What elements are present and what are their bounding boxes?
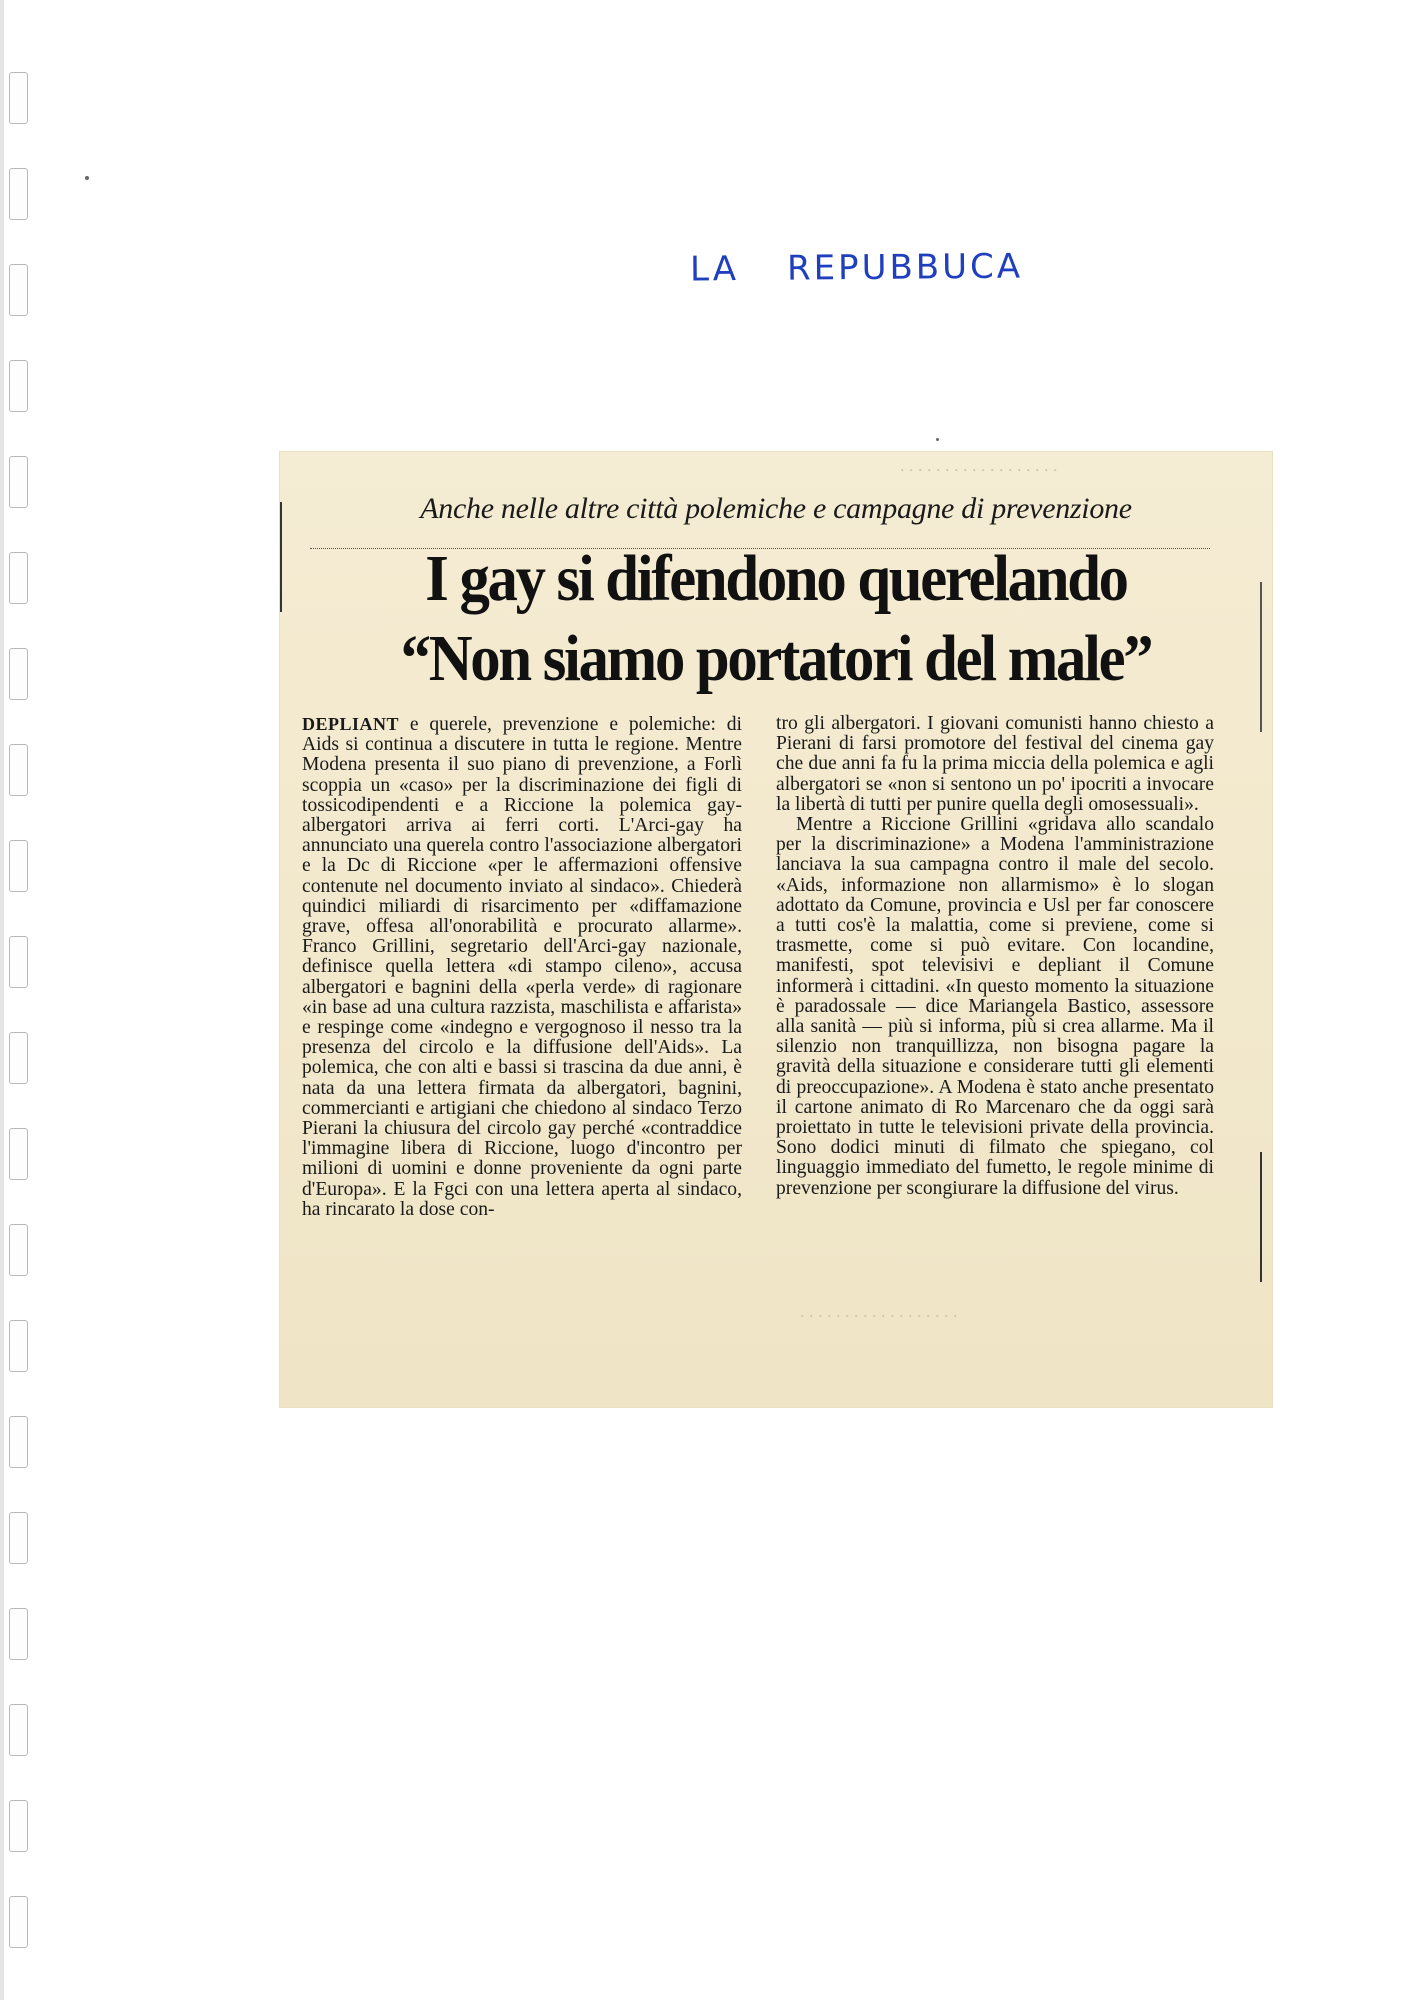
column-rule <box>1260 582 1262 732</box>
binder-hole <box>9 1512 28 1564</box>
lead-word: DEPLIANT <box>302 714 400 734</box>
article-column-left <box>302 714 742 1220</box>
binder-hole <box>9 1704 28 1756</box>
column-rule <box>1260 1152 1262 1282</box>
binder-hole <box>9 552 28 604</box>
binder-hole <box>9 1224 28 1276</box>
binder-hole <box>9 456 28 508</box>
binder-hole <box>9 168 28 220</box>
bleed-through: . . . . . . . . . . . . . . . . . . <box>800 1311 958 1331</box>
article-headline-line1: I gay si difendono querelando <box>425 542 1127 615</box>
binder-hole <box>9 648 28 700</box>
binder-hole <box>9 744 28 796</box>
binder-hole <box>9 840 28 892</box>
article-headline-line2: “Non siamo portatori del male” <box>400 622 1152 695</box>
paper-speck <box>936 438 939 441</box>
binder-hole <box>9 1896 28 1948</box>
paragraph: Mentre a Riccione Grillini «gridava allo scandalo per la discriminazione» a Modena l'amministrazione lanciava la sua campagna contro il male del secolo. «Aids, informazione non allarmismo» è lo slogan adottato da Comune, provincia e Usl per far conoscere a tutti cos'è la malattia, come si previene, come si trasmette, come si può evitare. Con locandine, manifesti, spot televisivi e depliant il Comune informerà i cittadini. «In questo momento la situazione è paradossale — dice Mariangela Bastico, assessore alla sanità — più si informa, più si crea allarme. Ma il silenzio non tranquillizza, non bisogna pagare la gravità della situazione e considerare tutti gli elementi di preoccupazione». A Modena è stato anche presentato il cartone animato di Ro Marcenaro che da oggi sarà proiettato in tutte le televisioni private della provincia. Sono dodici minuti di filmato che spiegano, col linguaggio immediato del fumetto, le regole minime di prevenzione per scongiurare la diffusione del virus. <box>776 814 1214 1199</box>
annotation-word: REPUBBUCA <box>786 246 1024 289</box>
binder-hole <box>9 1416 28 1468</box>
handwritten-annotation <box>690 247 1023 290</box>
binder-hole <box>9 360 28 412</box>
annotation-word: LA <box>689 249 740 290</box>
article-kicker: Anche nelle altre città polemiche e campagne di prevenzione <box>420 492 1132 525</box>
binder-hole <box>9 1320 28 1372</box>
binder-hole <box>9 1608 28 1660</box>
bleed-through: . . . . . . . . . . . . . . . . . . <box>900 465 1058 485</box>
binder-holes <box>9 0 31 2000</box>
binder-hole <box>9 1128 28 1180</box>
binder-hole <box>9 1032 28 1084</box>
binder-hole <box>9 72 28 124</box>
newspaper-clipping <box>280 452 1272 1407</box>
binder-hole <box>9 936 28 988</box>
paragraph: tro gli albergatori. I giovani comunisti hanno chiesto a Pierani di farsi promotore del festival del cinema gay che due anni fa fu la prima miccia della polemica e agli albergatori se «non si sentono un po' ipocriti a invocare la libertà di tutti per punire quella degli omosessuali». <box>776 713 1214 815</box>
paper-speck <box>85 176 89 180</box>
article-column-right <box>776 714 1214 1199</box>
binder-hole <box>9 1800 28 1852</box>
paragraph-text: e querele, prevenzione e polemiche: di Aids si continua a discutere in tutta le regione. Mentre Modena presenta il suo piano di prevenzione, a Forlì scoppia un «caso» per la discriminazione dei figli di tossicodipendenti e a Riccione la polemica gay-albergatori arriva ai ferri corti. L'Arci-gay ha annunciato una querela contro l'associazione albergatori e la Dc di Riccione «per le affermazioni offensive contenute nel documento inviato al sindaco». Chiederà quindici miliardi di risarcimento per «diffamazione grave, offesa all'onorabilità e procurato allarme». Franco Grillini, segretario dell'Arci-gay nazionale, definisce quella lettera «di stampo cileno», accusa albergatori e bagnini della «perla verde» di ragionare «in base ad una cultura razzista, maschilista e affarista» e respinge come «indegno e vergognoso il nesso tra la presenza del circolo e la diffusione dell'Aids». La polemica, che con alti e bassi si trascina da due anni, è nata da una lettera firmata da albergatori, bagnini, commercianti e artigiani che chiedono al sindaco Terzo Pierani la chiusura del circolo gay perché «contraddice l'immagine libera di Riccione, luogo d'incontro per milioni di uomini e donne proveniente da ogni parte d'Europa». E la Fgci con una lettera aperta al sindaco, ha rincarato la dose con- <box>302 714 742 1220</box>
page-edge <box>0 0 4 2000</box>
binder-hole <box>9 264 28 316</box>
paragraph <box>302 714 742 1220</box>
